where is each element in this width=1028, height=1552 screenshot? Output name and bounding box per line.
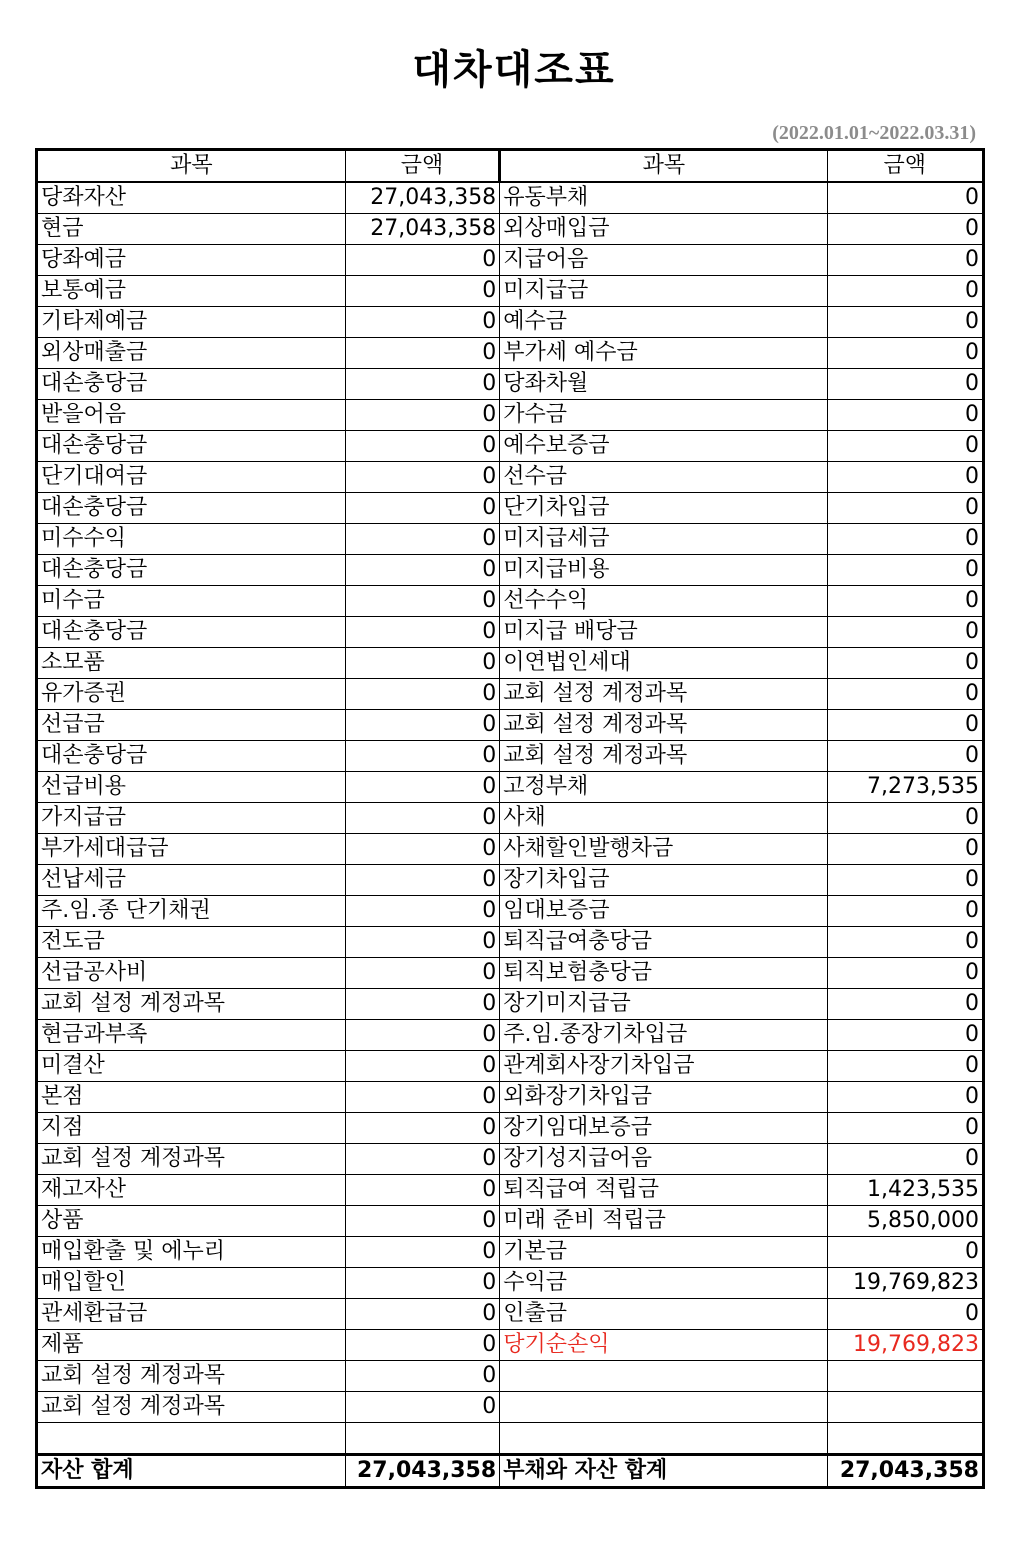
- right-amount-cell: 0: [827, 803, 983, 834]
- right-item-cell: [500, 1361, 827, 1392]
- liabilities-total-label: 부채와 자산 합계: [500, 1455, 827, 1488]
- table-row: [37, 989, 984, 1020]
- right-amount-cell: 0: [827, 524, 983, 555]
- right-amount-cell: 0: [827, 1051, 983, 1082]
- left-item-cell: 대손충당금: [37, 617, 346, 648]
- left-amount-cell: 0: [345, 1051, 499, 1082]
- left-item-cell: 교회 설정 계정과목: [37, 989, 346, 1020]
- right-item-cell: 미지급비용: [500, 555, 827, 586]
- left-amount-cell: 0: [345, 617, 499, 648]
- left-amount-cell: 0: [345, 834, 499, 865]
- right-amount-cell: 0: [827, 679, 983, 710]
- table-row: [37, 307, 984, 338]
- left-item-cell: 매입할인: [37, 1268, 346, 1299]
- right-item-cell: 외화장기차입금: [500, 1082, 827, 1113]
- table-row: [37, 1361, 984, 1392]
- table-row: [37, 524, 984, 555]
- left-item-cell: 부가세대급금: [37, 834, 346, 865]
- assets-total-label: 자산 합계: [37, 1455, 346, 1488]
- right-item-cell: 당좌차월: [500, 369, 827, 400]
- right-amount-cell: 19,769,823: [827, 1330, 983, 1361]
- left-amount-cell: 27,043,358: [345, 214, 499, 245]
- left-item-cell: 당좌예금: [37, 245, 346, 276]
- right-item-cell: 고정부채: [500, 772, 827, 803]
- left-item-cell: 선급금: [37, 710, 346, 741]
- table-row: [37, 1268, 984, 1299]
- left-item-cell: 상품: [37, 1206, 346, 1237]
- left-amount-cell: 0: [345, 989, 499, 1020]
- left-amount-cell: 0: [345, 1206, 499, 1237]
- table-body: [37, 182, 984, 1455]
- table-row: [37, 369, 984, 400]
- left-item-cell: 매입환출 및 에누리: [37, 1237, 346, 1268]
- table-row: [37, 1299, 984, 1330]
- table-row: [37, 1051, 984, 1082]
- table-row: [37, 803, 984, 834]
- left-amount-cell: 0: [345, 1361, 499, 1392]
- left-item-cell: 교회 설정 계정과목: [37, 1361, 346, 1392]
- right-item-cell: 교회 설정 계정과목: [500, 741, 827, 772]
- right-amount-cell: 0: [827, 338, 983, 369]
- table-row: [37, 617, 984, 648]
- right-item-cell: 퇴직급여충당금: [500, 927, 827, 958]
- left-item-cell: 미수수익: [37, 524, 346, 555]
- table-row: [37, 586, 984, 617]
- left-amount-cell: 0: [345, 245, 499, 276]
- right-item-cell: [500, 1392, 827, 1423]
- left-item-cell: 당좌자산: [37, 182, 346, 214]
- right-item-cell: 퇴직급여 적립금: [500, 1175, 827, 1206]
- left-amount-cell: 0: [345, 1082, 499, 1113]
- right-item-cell: 미지급금: [500, 276, 827, 307]
- table-row: [37, 431, 984, 462]
- left-amount-cell: 0: [345, 369, 499, 400]
- left-amount-cell: 0: [345, 524, 499, 555]
- table-row: [37, 1392, 984, 1423]
- left-item-cell: 전도금: [37, 927, 346, 958]
- right-amount-cell: 0: [827, 648, 983, 679]
- right-amount-cell: 0: [827, 307, 983, 338]
- left-amount-cell: 0: [345, 493, 499, 524]
- right-item-cell: 임대보증금: [500, 896, 827, 927]
- table-row: [37, 214, 984, 245]
- right-amount-header: 금액: [827, 150, 983, 183]
- left-item-cell: 본점: [37, 1082, 346, 1113]
- left-amount-cell: 0: [345, 1268, 499, 1299]
- left-amount-cell: [345, 1423, 499, 1455]
- right-amount-cell: 19,769,823: [827, 1268, 983, 1299]
- right-amount-cell: 0: [827, 1082, 983, 1113]
- right-amount-cell: 0: [827, 182, 983, 214]
- table-row: [37, 958, 984, 989]
- right-item-cell: 이연법인세대: [500, 648, 827, 679]
- right-amount-cell: 0: [827, 400, 983, 431]
- right-item-cell: 기본금: [500, 1237, 827, 1268]
- left-amount-cell: 0: [345, 1392, 499, 1423]
- right-item-cell: 장기임대보증금: [500, 1113, 827, 1144]
- table-row: [37, 276, 984, 307]
- right-item-cell: 관계회사장기차입금: [500, 1051, 827, 1082]
- right-amount-cell: [827, 1361, 983, 1392]
- left-amount-cell: 0: [345, 1330, 499, 1361]
- left-amount-cell: 0: [345, 555, 499, 586]
- right-item-cell: 부가세 예수금: [500, 338, 827, 369]
- table-row: [37, 1175, 984, 1206]
- right-amount-cell: 0: [827, 834, 983, 865]
- left-item-cell: 관세환급금: [37, 1299, 346, 1330]
- left-amount-cell: 0: [345, 958, 499, 989]
- table-row: [37, 400, 984, 431]
- left-amount-cell: 0: [345, 1175, 499, 1206]
- right-amount-cell: 5,850,000: [827, 1206, 983, 1237]
- left-item-cell: 미수금: [37, 586, 346, 617]
- right-amount-cell: 0: [827, 431, 983, 462]
- right-amount-cell: 0: [827, 1237, 983, 1268]
- table-row: [37, 1113, 984, 1144]
- table-row: [37, 710, 984, 741]
- table-row: [37, 493, 984, 524]
- right-item-cell: 미지급세금: [500, 524, 827, 555]
- table-row: [37, 1020, 984, 1051]
- left-amount-cell: 0: [345, 648, 499, 679]
- right-item-cell: 선수금: [500, 462, 827, 493]
- left-item-cell: 보통예금: [37, 276, 346, 307]
- right-amount-cell: 0: [827, 214, 983, 245]
- header-row: [37, 150, 984, 183]
- right-item-cell: 단기차입금: [500, 493, 827, 524]
- right-amount-cell: 0: [827, 710, 983, 741]
- right-item-cell: 선수수익: [500, 586, 827, 617]
- left-item-cell: 외상매출금: [37, 338, 346, 369]
- right-item-cell: 주.임.종장기차입금: [500, 1020, 827, 1051]
- right-item-cell: 교회 설정 계정과목: [500, 679, 827, 710]
- right-item-cell: 사채: [500, 803, 827, 834]
- right-amount-cell: 0: [827, 493, 983, 524]
- table-row: [37, 1206, 984, 1237]
- right-amount-cell: 0: [827, 741, 983, 772]
- right-amount-cell: 0: [827, 865, 983, 896]
- left-item-cell: 기타제예금: [37, 307, 346, 338]
- right-amount-cell: 0: [827, 1020, 983, 1051]
- right-item-cell: 당기순손익: [500, 1330, 827, 1361]
- right-amount-cell: [827, 1423, 983, 1455]
- right-item-cell: 유동부채: [500, 182, 827, 214]
- right-amount-cell: 0: [827, 1113, 983, 1144]
- right-item-cell: 사채할인발행차금: [500, 834, 827, 865]
- right-amount-cell: 0: [827, 276, 983, 307]
- right-amount-cell: 0: [827, 617, 983, 648]
- left-item-cell: 대손충당금: [37, 741, 346, 772]
- report-period: (2022.01.01~2022.03.31): [772, 122, 976, 144]
- right-amount-cell: 0: [827, 958, 983, 989]
- left-item-cell: 대손충당금: [37, 493, 346, 524]
- right-item-cell: 미래 준비 적립금: [500, 1206, 827, 1237]
- right-item-cell: 수익금: [500, 1268, 827, 1299]
- assets-total-amount: 27,043,358: [345, 1455, 499, 1488]
- table-row: [37, 1237, 984, 1268]
- table-row: [37, 1082, 984, 1113]
- left-amount-cell: 27,043,358: [345, 182, 499, 214]
- table-row: [37, 182, 984, 214]
- left-item-cell: 미결산: [37, 1051, 346, 1082]
- table-row: [37, 896, 984, 927]
- left-item-cell: 단기대여금: [37, 462, 346, 493]
- left-item-cell: 지점: [37, 1113, 346, 1144]
- left-amount-cell: 0: [345, 865, 499, 896]
- table-row: [37, 462, 984, 493]
- left-amount-cell: 0: [345, 927, 499, 958]
- right-item-cell: 장기미지급금: [500, 989, 827, 1020]
- left-item-cell: 현금: [37, 214, 346, 245]
- left-amount-cell: 0: [345, 276, 499, 307]
- right-amount-cell: 7,273,535: [827, 772, 983, 803]
- left-amount-cell: 0: [345, 741, 499, 772]
- table-row: [37, 648, 984, 679]
- totals-row: [37, 1455, 984, 1488]
- left-item-cell: 현금과부족: [37, 1020, 346, 1051]
- right-amount-cell: 0: [827, 1299, 983, 1330]
- table-row: [37, 772, 984, 803]
- left-amount-cell: 0: [345, 338, 499, 369]
- left-item-cell: 유가증권: [37, 679, 346, 710]
- liabilities-total-amount: 27,043,358: [827, 1455, 983, 1488]
- right-item-cell: 장기성지급어음: [500, 1144, 827, 1175]
- left-amount-cell: 0: [345, 1113, 499, 1144]
- right-item-cell: 예수보증금: [500, 431, 827, 462]
- table-row: [37, 741, 984, 772]
- table-row: [37, 338, 984, 369]
- left-item-cell: 소모품: [37, 648, 346, 679]
- table-row: [37, 1423, 984, 1455]
- left-item-cell: 선급공사비: [37, 958, 346, 989]
- left-amount-cell: 0: [345, 586, 499, 617]
- left-item-cell: 교회 설정 계정과목: [37, 1392, 346, 1423]
- left-item-cell: 선급비용: [37, 772, 346, 803]
- left-amount-cell: 0: [345, 710, 499, 741]
- left-item-cell: 재고자산: [37, 1175, 346, 1206]
- table-row: [37, 679, 984, 710]
- right-item-cell: 장기차입금: [500, 865, 827, 896]
- right-item-cell: 외상매입금: [500, 214, 827, 245]
- left-amount-cell: 0: [345, 679, 499, 710]
- left-amount-cell: 0: [345, 896, 499, 927]
- right-amount-cell: 0: [827, 245, 983, 276]
- left-amount-cell: 0: [345, 772, 499, 803]
- right-item-cell: 교회 설정 계정과목: [500, 710, 827, 741]
- left-amount-cell: 0: [345, 462, 499, 493]
- table-row: [37, 927, 984, 958]
- left-item-cell: [37, 1423, 346, 1455]
- table-row: [37, 865, 984, 896]
- right-amount-cell: 0: [827, 369, 983, 400]
- table-row: [37, 245, 984, 276]
- left-item-cell: 교회 설정 계정과목: [37, 1144, 346, 1175]
- left-item-header: 과목: [37, 150, 346, 183]
- right-item-cell: 인출금: [500, 1299, 827, 1330]
- left-amount-cell: 0: [345, 431, 499, 462]
- right-item-cell: 지급어음: [500, 245, 827, 276]
- left-item-cell: 제품: [37, 1330, 346, 1361]
- right-amount-cell: 0: [827, 989, 983, 1020]
- right-item-cell: 미지급 배당금: [500, 617, 827, 648]
- table-row: [37, 1330, 984, 1361]
- right-item-cell: 가수금: [500, 400, 827, 431]
- left-amount-cell: 0: [345, 1237, 499, 1268]
- right-amount-cell: 0: [827, 555, 983, 586]
- document-title: 대차대조표: [412, 47, 616, 93]
- left-amount-cell: 0: [345, 307, 499, 338]
- right-item-cell: 퇴직보험충당금: [500, 958, 827, 989]
- left-amount-header: 금액: [345, 150, 499, 183]
- table-row: [37, 555, 984, 586]
- right-amount-cell: 0: [827, 927, 983, 958]
- left-amount-cell: 0: [345, 1144, 499, 1175]
- left-item-cell: 주.임.종 단기채권: [37, 896, 346, 927]
- right-amount-cell: 1,423,535: [827, 1175, 983, 1206]
- left-item-cell: 받을어음: [37, 400, 346, 431]
- right-item-cell: 예수금: [500, 307, 827, 338]
- right-amount-cell: [827, 1392, 983, 1423]
- left-item-cell: 대손충당금: [37, 369, 346, 400]
- left-item-cell: 대손충당금: [37, 431, 346, 462]
- left-amount-cell: 0: [345, 1020, 499, 1051]
- left-amount-cell: 0: [345, 1299, 499, 1330]
- left-item-cell: 가지급금: [37, 803, 346, 834]
- left-item-cell: 선납세금: [37, 865, 346, 896]
- right-amount-cell: 0: [827, 586, 983, 617]
- balance-sheet-table: [35, 148, 985, 1489]
- right-amount-cell: 0: [827, 896, 983, 927]
- table-row: [37, 1144, 984, 1175]
- right-item-cell: [500, 1423, 827, 1455]
- table-row: [37, 834, 984, 865]
- left-amount-cell: 0: [345, 400, 499, 431]
- right-item-header: 과목: [500, 150, 827, 183]
- left-item-cell: 대손충당금: [37, 555, 346, 586]
- left-amount-cell: 0: [345, 803, 499, 834]
- right-amount-cell: 0: [827, 462, 983, 493]
- right-amount-cell: 0: [827, 1144, 983, 1175]
